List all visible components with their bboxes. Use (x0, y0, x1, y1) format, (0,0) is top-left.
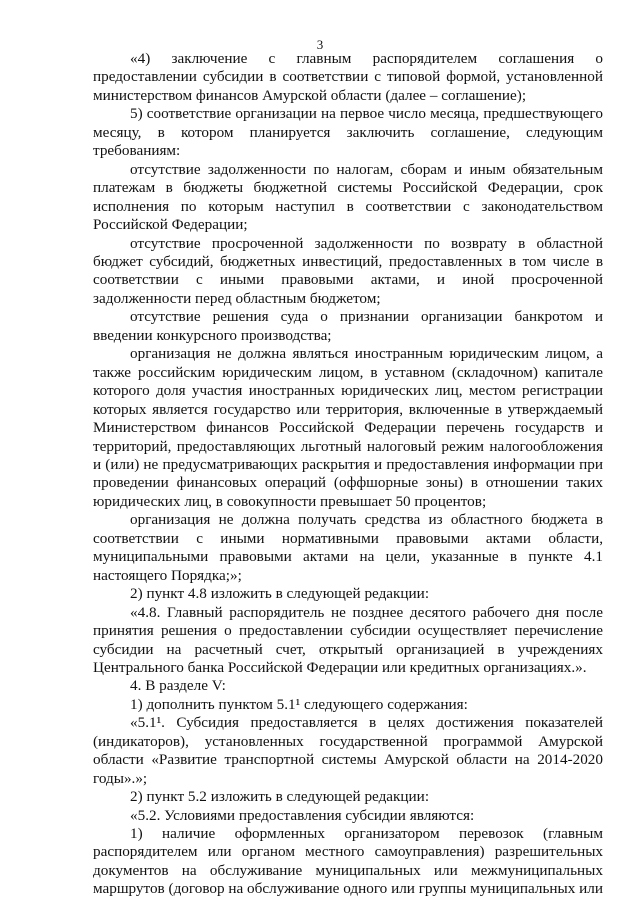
paragraph: отсутствие просроченной задолженности по возврату в областной бюджет субсидий, бюджетных инвестиций, предоставленных в том числе в соответствии с иными правовыми актами, и иной просроченной задолженности перед областным бюджетом; (93, 234, 603, 307)
section-heading: 4. В разделе V: (130, 677, 226, 695)
page-number: 3 (316, 37, 324, 52)
document-body (93, 50, 603, 899)
paragraph: «4) заключение с главным распорядителем соглашения о предоставлении субсидии в соответствии с типовой формой, установленной министерством финансов Амурской области (далее – соглашение); (93, 50, 603, 104)
paragraph: «4.8. Главный распорядитель не позднее десятого рабочего дня после принятия решения о предоставлении субсидии осуществляет перечисление субсидии на расчетный счет, открытый организацией в учреждениях Центрального банка Российской Федерации или кредитных организациях.». (93, 603, 603, 676)
paragraph: 2) пункт 4.8 изложить в следующей редакции: (130, 585, 430, 603)
paragraph: 1) дополнить пунктом 5.1¹ следующего содержания: (130, 695, 468, 713)
paragraph: организация не должна получать средства из областного бюджета в соответствии с иными нормативными правовыми актами области, муниципальными правовыми актами на цели, указанные в пункте 4.1 настоящего Порядка;»; (93, 511, 603, 584)
paragraph: «5.2. Условиями предоставления субсидии являются: (130, 806, 475, 824)
paragraph: «5.1¹. Субсидия предоставляется в целях достижения показателей (индикаторов), установленных государственной программой Амурской области «Развитие транспортной системы Амурской области на 2014-2020 годы».»; (93, 714, 603, 787)
paragraph: 1) наличие оформленных организатором перевозок (главным распорядителем или органом местного самоуправления) разрешительных документов на обслуживание муниципальных или межмуниципальных маршрутов (договор на обслуживание одного или группы муниципальных или (93, 825, 603, 898)
paragraph: организация не должна являться иностранным юридическим лицом, а также российским юридическим лицом, в уставном (складочном) капитале которого доля участия иностранных юридических лиц, местом регистрации которых является государство или территория, включенные в утверждаемый Министерством финансов Российской Федерации перечень государств и территорий, предоставляющих льготный налоговый режим налогообложения и (или) не предусматривающих раскрытия и предоставления информации при проведении финансовых операций (оффшорные зоны) в отношении таких юридических лиц, в совокупности превышает 50 процентов; (93, 345, 603, 510)
paragraph: отсутствие решения суда о признании организации банкротом и введении конкурсного производства; (93, 308, 603, 344)
paragraph: отсутствие задолженности по налогам, сборам и иным обязательным платежам в бюджеты бюджетной системы Российской Федерации, срок исполнения по которым наступил в соответствии с законодательством Российской Федерации; (93, 160, 603, 234)
paragraph: 5) соответствие организации на первое число месяца, предшествующего месяцу, в котором планируется заключить соглашение, следующим требованиям: (93, 105, 603, 160)
paragraph: 2) пункт 5.2 изложить в следующей редакции: (130, 788, 430, 806)
